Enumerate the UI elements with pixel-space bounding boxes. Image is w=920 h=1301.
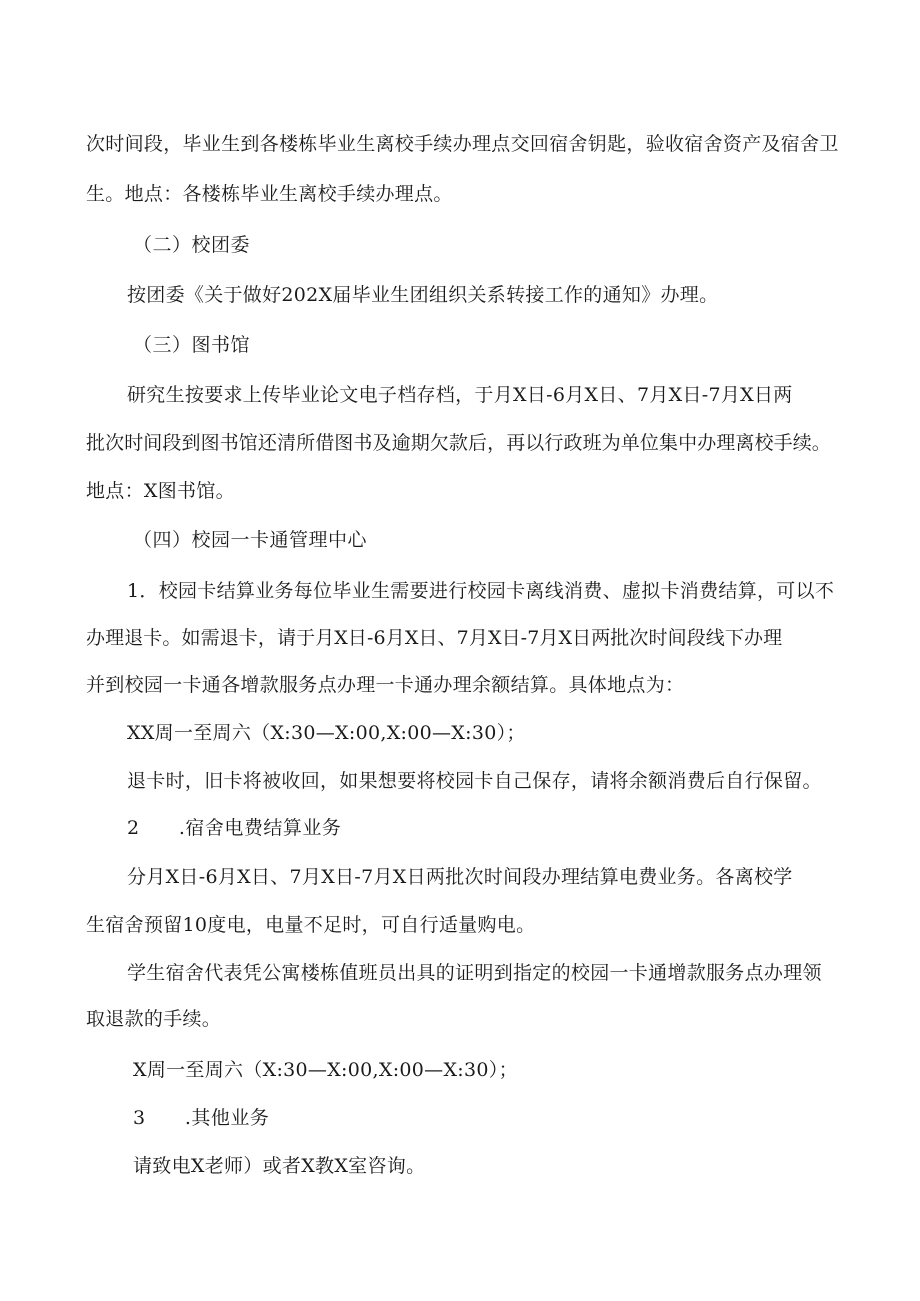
paragraph-line: 并到校园一卡通各增款服务点办理一卡通办理余额结算。具体地点为：	[86, 674, 685, 696]
section-heading-youth-league: （二）校团委	[133, 234, 251, 256]
paragraph-line: 退卡时，旧卡将被收回，如果想要将校园卡自己保存，请将余额消费后自行保留。	[127, 770, 822, 792]
section-heading-library: （三）图书馆	[133, 334, 251, 356]
paragraph-line: 学生宿舍代表凭公寓楼栋值班员出具的证明到指定的校园一卡通增款服务点办理领	[127, 962, 822, 984]
paragraph-line: 研究生按要求上传毕业论文电子档存档，于月X日-6月X日、7月X日-7月X日两	[127, 384, 793, 406]
paragraph-line: 生。地点：各楼栋毕业生离校手续办理点。	[86, 183, 453, 205]
paragraph-line: 办理退卡。如需退卡，请于月X日-6月X日、7月X日-7月X日两批次时间段线下办理	[86, 627, 783, 649]
paragraph-line: 批次时间段到图书馆还清所借图书及逾期欠款后，再以行政班为单位集中办理离校手续。	[86, 432, 831, 454]
paragraph-line: 次时间段，毕业生到各楼栋毕业生离校手续办理点交回宿舍钥匙，验收宿舍资产及宿舍卫	[86, 133, 839, 155]
paragraph-line: 按团委《关于做好202X届毕业生团组织关系转接工作的通知》办理。	[127, 284, 719, 306]
section-heading-campus-card-center: （四）校园一卡通管理中心	[133, 529, 368, 551]
paragraph-line: 1．校园卡结算业务每位毕业生需要进行校园卡离线消费、虚拟卡消费结算，可以不	[127, 580, 835, 602]
paragraph-line: 生宿舍预留10度电，电量不足时，可自行适量购电。	[86, 914, 536, 936]
paragraph-line: 分月X日-6月X日、7月X日-7月X日两批次时间段办理结算电费业务。各离校学	[127, 866, 793, 888]
subsection-heading-electricity: 2 .宿舍电费结算业务	[127, 817, 342, 839]
paragraph-line: XX周一至周六（X:30—X:00,X:00—X:30）；	[127, 722, 526, 744]
subsection-heading-other-business: 3 .其他业务	[133, 1107, 270, 1129]
paragraph-line: 地点：X图书馆。	[86, 480, 235, 502]
paragraph-line: 取退款的手续。	[86, 1008, 222, 1030]
paragraph-line: X周一至周六（X:30—X:00,X:00—X:30）；	[133, 1059, 518, 1081]
paragraph-line: 请致电X老师）或者X教X室咨询。	[133, 1155, 426, 1177]
